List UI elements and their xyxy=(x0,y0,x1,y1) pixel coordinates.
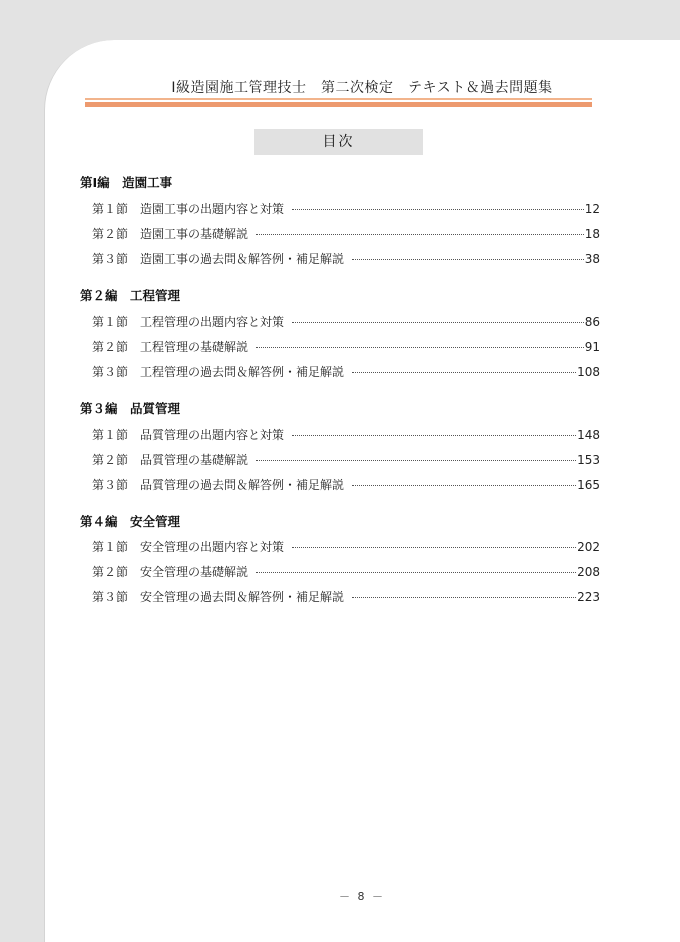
section-title: 造園工事の出題内容と対策 xyxy=(140,202,285,216)
header-rule-top xyxy=(85,98,592,100)
page-number: 153 xyxy=(577,453,600,467)
toc-entry[interactable] xyxy=(92,588,600,604)
page-number: 202 xyxy=(577,540,600,554)
page-number: 38 xyxy=(584,252,600,266)
page-number: 18 xyxy=(584,227,600,241)
page-number: 86 xyxy=(584,315,600,329)
page-number: 165 xyxy=(577,478,600,492)
page-number: 148 xyxy=(577,428,600,442)
section-number: 第２節 xyxy=(92,453,129,467)
dot-leader xyxy=(292,547,576,548)
dot-leader xyxy=(292,209,584,210)
toc-entry[interactable] xyxy=(92,451,600,467)
toc-heading: 目次 xyxy=(254,129,423,155)
dot-leader xyxy=(352,259,584,260)
section-title: 品質管理の出題内容と対策 xyxy=(140,428,285,442)
page-number: 91 xyxy=(584,340,600,354)
toc-part-heading: 第３編 品質管理 xyxy=(80,401,181,416)
section-title: 工程管理の過去問＆解答例・補足解説 xyxy=(140,365,345,379)
dot-leader xyxy=(292,435,576,436)
section-title: 工程管理の基礎解説 xyxy=(140,340,249,354)
toc-entry[interactable] xyxy=(92,225,600,241)
dot-leader xyxy=(352,485,576,486)
section-title: 品質管理の過去問＆解答例・補足解説 xyxy=(140,478,345,492)
section-number: 第３節 xyxy=(92,252,129,266)
section-number: 第２節 xyxy=(92,227,129,241)
toc-entry[interactable] xyxy=(92,426,600,442)
section-number: 第１節 xyxy=(92,315,129,329)
toc-entry[interactable] xyxy=(92,200,600,216)
section-number: 第１節 xyxy=(92,202,129,216)
toc-part-heading: 第４編 安全管理 xyxy=(80,514,181,529)
header-rule-bottom xyxy=(85,102,592,107)
section-title: 品質管理の基礎解説 xyxy=(140,453,249,467)
book-title: Ⅰ級造園施工管理技士 第二次検定 テキスト＆過去問題集 xyxy=(171,80,553,96)
dot-leader xyxy=(256,347,584,348)
section-number: 第２節 xyxy=(92,340,129,354)
toc-entry[interactable] xyxy=(92,338,600,354)
page-number: 12 xyxy=(584,202,600,216)
toc-entry[interactable] xyxy=(92,313,600,329)
section-title: 安全管理の出題内容と対策 xyxy=(140,540,285,554)
dot-leader xyxy=(256,234,584,235)
toc-entry[interactable] xyxy=(92,563,600,579)
section-number: 第３節 xyxy=(92,365,129,379)
dot-leader xyxy=(292,322,584,323)
page-footer-number: － 8 － xyxy=(339,890,385,903)
page-number: 223 xyxy=(577,590,600,604)
section-number: 第１節 xyxy=(92,428,129,442)
section-title: 造園工事の過去問＆解答例・補足解説 xyxy=(140,252,345,266)
section-number: 第３節 xyxy=(92,478,129,492)
dot-leader xyxy=(352,597,576,598)
section-number: 第１節 xyxy=(92,540,129,554)
dot-leader xyxy=(256,460,576,461)
toc-entry[interactable] xyxy=(92,250,600,266)
toc-part-heading: 第２編 工程管理 xyxy=(80,288,181,303)
toc-part-heading: 第Ⅰ編 造園工事 xyxy=(80,175,173,190)
page-number: 108 xyxy=(577,365,600,379)
page-number: 208 xyxy=(577,565,600,579)
toc-entry[interactable] xyxy=(92,476,600,492)
section-title: 造園工事の基礎解説 xyxy=(140,227,249,241)
section-title: 工程管理の出題内容と対策 xyxy=(140,315,285,329)
section-number: 第２節 xyxy=(92,565,129,579)
dot-leader xyxy=(256,572,576,573)
section-title: 安全管理の過去問＆解答例・補足解説 xyxy=(140,590,345,604)
toc-entry[interactable] xyxy=(92,538,600,554)
toc-entry[interactable] xyxy=(92,363,600,379)
section-number: 第３節 xyxy=(92,590,129,604)
section-title: 安全管理の基礎解説 xyxy=(140,565,249,579)
dot-leader xyxy=(352,372,576,373)
